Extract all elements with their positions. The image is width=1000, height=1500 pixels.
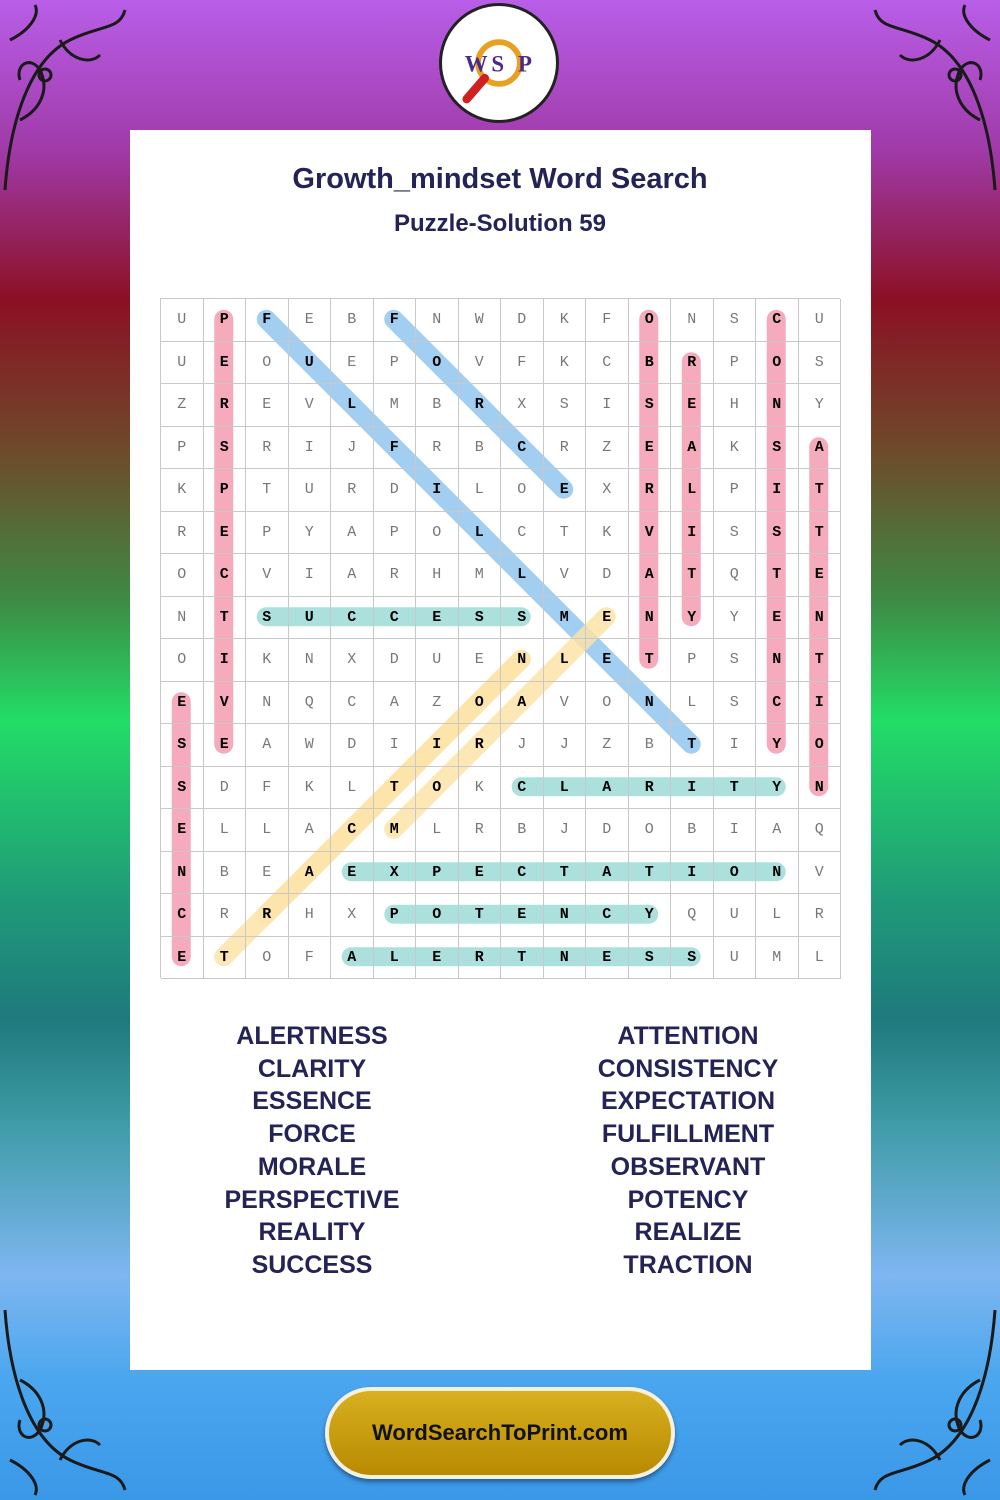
grid-cell[interactable]: U [289,469,332,512]
grid-cell[interactable]: S [204,427,247,470]
grid-cell[interactable]: F [586,299,629,342]
grid-cell[interactable]: D [501,299,544,342]
grid-cell[interactable]: E [416,597,459,640]
grid-cell[interactable]: N [544,937,587,980]
grid-cell[interactable]: U [799,299,842,342]
grid-cell[interactable]: C [331,809,374,852]
grid-cell[interactable]: R [629,469,672,512]
grid-cell[interactable]: R [629,767,672,810]
word-list-right [538,1020,838,1282]
grid-cell[interactable]: U [289,342,332,385]
grid-cell[interactable]: X [586,469,629,512]
grid-cell[interactable]: B [501,809,544,852]
grid-cell[interactable]: X [374,852,417,895]
grid-cell[interactable]: O [161,554,204,597]
grid-cell[interactable]: B [459,427,502,470]
word-grid [160,298,840,978]
grid-cell[interactable]: K [714,427,757,470]
grid-cell[interactable]: Q [799,809,842,852]
grid-cell[interactable]: E [629,427,672,470]
grid-cell[interactable]: F [374,299,417,342]
grid-cell[interactable]: V [629,512,672,555]
grid-cell[interactable]: Z [161,384,204,427]
grid-cell[interactable]: F [246,299,289,342]
grid-cell[interactable]: S [714,512,757,555]
grid-cell[interactable]: N [246,682,289,725]
grid-cell[interactable]: A [756,809,799,852]
word-list-item: MORALE [257,1152,367,1181]
grid-cell[interactable]: E [331,342,374,385]
grid-cell[interactable]: V [799,852,842,895]
grid-cell[interactable]: K [459,767,502,810]
grid-cell[interactable]: H [714,384,757,427]
grid-cell[interactable]: L [459,512,502,555]
grid-cell[interactable]: L [246,809,289,852]
grid-cell[interactable]: T [756,554,799,597]
grid-cell[interactable]: B [629,342,672,385]
grid-cell[interactable]: R [799,894,842,937]
word-list-item: REALITY [258,1218,366,1247]
grid-cell[interactable]: E [586,597,629,640]
grid-cell[interactable]: Y [671,597,714,640]
grid-cell[interactable]: V [544,682,587,725]
grid-cell[interactable]: D [586,554,629,597]
grid-cell[interactable]: U [416,639,459,682]
grid-cell[interactable]: E [671,384,714,427]
grid-cell[interactable]: U [161,299,204,342]
grid-cell[interactable]: C [374,597,417,640]
word-list-item: ESSENCE [252,1087,372,1116]
grid-cell[interactable]: C [586,342,629,385]
word-list-item: SUCCESS [251,1250,373,1279]
grid-cell[interactable]: E [246,852,289,895]
grid-cell[interactable]: Y [799,384,842,427]
grid-cell[interactable]: Y [756,767,799,810]
grid-cell[interactable]: D [374,639,417,682]
grid-cell[interactable]: R [416,427,459,470]
grid-cell[interactable]: O [799,724,842,767]
logo-letter-p: P [518,51,532,77]
grid-cell[interactable]: S [161,767,204,810]
grid-cell[interactable]: L [204,809,247,852]
grid-cell[interactable]: A [501,682,544,725]
grid-cell[interactable]: T [246,469,289,512]
grid-cell[interactable]: L [331,767,374,810]
grid-cell[interactable]: P [204,299,247,342]
grid-cell[interactable]: V [204,682,247,725]
grid-cell[interactable]: S [629,384,672,427]
grid-cell[interactable]: J [544,809,587,852]
logo-letter-s: S [491,51,505,77]
grid-cell[interactable]: J [331,427,374,470]
grid-cell[interactable]: E [459,852,502,895]
grid-cell[interactable]: Q [714,554,757,597]
grid-cell[interactable]: N [501,639,544,682]
grid-cell[interactable]: O [416,894,459,937]
grid-cell[interactable]: Q [289,682,332,725]
grid-cell[interactable]: D [586,809,629,852]
grid-cell[interactable]: Z [416,682,459,725]
grid-cell[interactable]: E [161,682,204,725]
grid-cell[interactable]: S [246,597,289,640]
grid-cell[interactable]: A [331,554,374,597]
grid-cell[interactable]: P [161,427,204,470]
grid-cell[interactable]: R [246,894,289,937]
grid-cell[interactable]: E [161,809,204,852]
grid-cell[interactable]: S [756,512,799,555]
grid-cell[interactable]: B [204,852,247,895]
grid-cell[interactable]: T [629,852,672,895]
grid-cell[interactable]: T [544,852,587,895]
grid-cell[interactable]: Y [289,512,332,555]
grid-cell[interactable]: Z [586,427,629,470]
grid-cell[interactable]: R [459,937,502,980]
grid-cell[interactable]: E [204,512,247,555]
grid-cell[interactable]: O [629,299,672,342]
word-list-item: FULFILLMENT [601,1120,775,1149]
grid-cell[interactable]: Q [671,894,714,937]
grid-cell[interactable]: N [799,767,842,810]
grid-cell[interactable]: F [374,427,417,470]
grid-cell[interactable]: E [416,937,459,980]
grid-cell[interactable]: M [374,809,417,852]
grid-cell[interactable]: S [714,639,757,682]
grid-cell[interactable]: O [416,342,459,385]
word-list-item: TRACTION [623,1250,753,1279]
grid-cell[interactable]: S [161,724,204,767]
grid-cell[interactable]: S [459,597,502,640]
grid-cell[interactable]: K [289,767,332,810]
grid-cell[interactable]: M [756,937,799,980]
grid-cell[interactable]: R [459,809,502,852]
grid-cell[interactable]: R [459,384,502,427]
grid-cell[interactable]: O [586,682,629,725]
grid-cell[interactable]: S [756,427,799,470]
grid-cell[interactable]: A [289,809,332,852]
grid-cell[interactable]: E [586,639,629,682]
grid-cell[interactable]: L [671,469,714,512]
grid-cell[interactable]: R [204,384,247,427]
grid-cell[interactable]: V [289,384,332,427]
grid-cell[interactable]: T [671,554,714,597]
grid-cell[interactable]: B [629,724,672,767]
word-list-item: CONSISTENCY [597,1054,779,1083]
grid-cell[interactable]: E [204,342,247,385]
grid-cell[interactable]: L [544,639,587,682]
grid-cell[interactable]: R [204,894,247,937]
website-label: WordSearchToPrint.com [372,1420,628,1445]
grid-cell[interactable]: T [799,512,842,555]
grid-cell[interactable]: I [289,554,332,597]
corner-ornament-bottom-left [0,1300,130,1500]
grid-cell[interactable]: Y [629,894,672,937]
grid-cell[interactable]: T [459,894,502,937]
grid-cell[interactable]: E [246,384,289,427]
grid-cell[interactable]: H [289,894,332,937]
grid-cell[interactable]: N [756,384,799,427]
grid-cell[interactable]: T [501,937,544,980]
grid-cell[interactable]: A [629,554,672,597]
grid-cell[interactable]: P [374,342,417,385]
grid-cell[interactable]: C [501,767,544,810]
grid-cell[interactable]: K [161,469,204,512]
grid-cell[interactable]: V [544,554,587,597]
grid-cell[interactable]: N [544,894,587,937]
grid-cell[interactable]: D [331,724,374,767]
grid-cell[interactable]: S [714,299,757,342]
word-list-item: PERSPECTIVE [224,1185,400,1214]
grid-cell[interactable]: N [756,639,799,682]
wsp-logo [439,3,559,123]
grid-cell[interactable]: I [671,512,714,555]
grid-cell[interactable]: R [246,427,289,470]
grid-cell[interactable]: U [714,937,757,980]
grid-cell[interactable]: T [714,767,757,810]
grid-cell[interactable]: Y [714,597,757,640]
grid-cell[interactable]: B [671,809,714,852]
grid-cell[interactable]: C [756,299,799,342]
grid-cell[interactable]: U [714,894,757,937]
grid-cell[interactable]: I [671,852,714,895]
grid-cell[interactable]: O [416,512,459,555]
grid-cell[interactable]: I [374,724,417,767]
grid-cell[interactable]: L [501,554,544,597]
grid-cell[interactable]: S [671,937,714,980]
grid-cell[interactable]: C [501,852,544,895]
grid-cell[interactable]: F [246,767,289,810]
grid-cell[interactable]: I [714,809,757,852]
grid-cell[interactable]: X [331,639,374,682]
grid-cell[interactable]: C [331,682,374,725]
grid-cell[interactable]: K [544,299,587,342]
grid-cell[interactable]: L [756,894,799,937]
grid-cell[interactable]: N [416,299,459,342]
corner-ornament-bottom-right [870,1300,1000,1500]
grid-cell[interactable]: T [629,639,672,682]
grid-cell[interactable]: P [204,469,247,512]
grid-cell[interactable]: M [374,384,417,427]
word-list-item: EXPECTATION [600,1087,776,1116]
grid-cell[interactable]: L [671,682,714,725]
grid-cell[interactable]: E [204,724,247,767]
grid-cell[interactable]: L [799,937,842,980]
grid-cell[interactable]: O [246,342,289,385]
grid-cell[interactable]: L [416,809,459,852]
grid-cell[interactable]: R [161,512,204,555]
grid-cell[interactable]: A [799,427,842,470]
grid-cell[interactable]: P [714,342,757,385]
grid-cell[interactable]: O [459,682,502,725]
letter-grid [160,298,840,978]
grid-cell[interactable]: N [289,639,332,682]
grid-cell[interactable]: X [501,384,544,427]
grid-cell[interactable]: O [416,767,459,810]
grid-cell[interactable]: E [756,597,799,640]
grid-cell[interactable]: S [799,342,842,385]
grid-cell[interactable]: E [161,937,204,980]
grid-cell[interactable]: A [671,427,714,470]
grid-cell[interactable]: L [459,469,502,512]
grid-cell[interactable]: T [544,512,587,555]
grid-cell[interactable]: K [586,512,629,555]
grid-cell[interactable]: O [629,809,672,852]
grid-cell[interactable]: R [459,724,502,767]
grid-cell[interactable]: R [331,469,374,512]
grid-cell[interactable]: C [331,597,374,640]
grid-cell[interactable]: E [586,937,629,980]
word-list-left [162,1020,462,1282]
grid-cell[interactable]: P [671,639,714,682]
grid-cell[interactable]: N [161,597,204,640]
grid-cell[interactable]: I [671,767,714,810]
grid-cell[interactable]: L [331,384,374,427]
grid-cell[interactable]: F [501,342,544,385]
grid-cell[interactable]: P [374,894,417,937]
grid-cell[interactable]: P [714,469,757,512]
grid-cell[interactable]: C [501,427,544,470]
website-button[interactable] [325,1387,675,1479]
grid-cell[interactable]: D [374,469,417,512]
grid-cell[interactable]: P [416,852,459,895]
grid-cell[interactable]: R [374,554,417,597]
grid-cell[interactable]: Z [586,724,629,767]
grid-cell[interactable]: P [374,512,417,555]
grid-cell[interactable]: E [331,852,374,895]
grid-cell[interactable]: A [246,724,289,767]
grid-cell[interactable]: O [501,469,544,512]
grid-cell[interactable]: I [289,427,332,470]
grid-cell[interactable]: I [756,469,799,512]
word-list-item: ATTENTION [617,1022,759,1050]
grid-cell[interactable]: N [756,852,799,895]
grid-cell[interactable]: X [331,894,374,937]
grid-cell[interactable]: E [799,554,842,597]
grid-cell[interactable]: D [204,767,247,810]
grid-cell[interactable]: O [714,852,757,895]
grid-cell[interactable]: A [289,852,332,895]
grid-cell[interactable]: I [714,724,757,767]
word-list-item: ALERTNESS [236,1022,388,1050]
grid-cell[interactable]: L [544,767,587,810]
grid-cell[interactable]: S [629,937,672,980]
grid-cell[interactable]: I [416,724,459,767]
grid-cell[interactable]: S [544,384,587,427]
grid-cell[interactable]: T [671,724,714,767]
grid-cell[interactable]: R [544,427,587,470]
grid-cell[interactable]: R [671,342,714,385]
word-list-item: OBSERVANT [610,1152,766,1181]
word-list-item: FORCE [268,1120,356,1149]
grid-cell[interactable]: E [289,299,332,342]
grid-cell[interactable]: N [799,597,842,640]
grid-cell[interactable]: N [161,852,204,895]
grid-cell[interactable]: V [459,342,502,385]
grid-cell[interactable]: N [629,597,672,640]
grid-cell[interactable]: S [501,597,544,640]
grid-cell[interactable]: T [204,597,247,640]
grid-cell[interactable]: O [161,639,204,682]
grid-cell[interactable]: C [161,894,204,937]
grid-cell[interactable]: U [289,597,332,640]
grid-cell[interactable]: N [629,682,672,725]
grid-cell[interactable]: A [586,767,629,810]
grid-cell[interactable]: C [756,682,799,725]
grid-cell[interactable]: A [586,852,629,895]
grid-cell[interactable]: O [246,937,289,980]
grid-cell[interactable]: B [331,299,374,342]
grid-cell[interactable]: I [799,682,842,725]
grid-cell[interactable]: K [544,342,587,385]
grid-cell[interactable]: J [544,724,587,767]
logo-letter-w: W [464,51,488,77]
grid-cell[interactable]: A [331,512,374,555]
grid-cell[interactable]: H [416,554,459,597]
grid-cell[interactable]: P [246,512,289,555]
grid-cell[interactable]: J [501,724,544,767]
grid-cell[interactable]: E [501,894,544,937]
grid-cell[interactable]: W [459,299,502,342]
grid-cell[interactable]: C [586,894,629,937]
puzzle-title: Growth_mindset Word Search [292,163,708,195]
grid-cell[interactable]: T [204,937,247,980]
grid-cell[interactable]: C [204,554,247,597]
grid-cell[interactable]: E [459,639,502,682]
grid-cell[interactable]: V [246,554,289,597]
grid-cell[interactable]: M [544,597,587,640]
grid-cell[interactable]: B [416,384,459,427]
grid-cell[interactable]: S [714,682,757,725]
grid-cell[interactable]: U [161,342,204,385]
grid-cell[interactable]: Y [756,724,799,767]
grid-cell[interactable]: A [331,937,374,980]
grid-cell[interactable]: W [289,724,332,767]
grid-cell[interactable]: O [756,342,799,385]
grid-cell[interactable]: F [289,937,332,980]
grid-cell[interactable]: C [501,512,544,555]
grid-cell[interactable]: T [799,469,842,512]
word-list-item: POTENCY [627,1185,749,1214]
grid-cell[interactable]: I [204,639,247,682]
grid-cell[interactable]: L [374,937,417,980]
word-list-item: CLARITY [257,1054,367,1083]
grid-cell[interactable]: K [246,639,289,682]
word-list-item: REALIZE [634,1218,742,1247]
puzzle-subtitle: Puzzle-Solution 59 [393,210,606,237]
grid-cell[interactable]: A [374,682,417,725]
grid-cell[interactable]: I [416,469,459,512]
grid-cell[interactable]: E [544,469,587,512]
grid-cell[interactable]: M [459,554,502,597]
grid-cell[interactable]: T [374,767,417,810]
grid-cell[interactable]: I [586,384,629,427]
grid-cell[interactable]: N [671,299,714,342]
grid-cell[interactable]: T [799,639,842,682]
